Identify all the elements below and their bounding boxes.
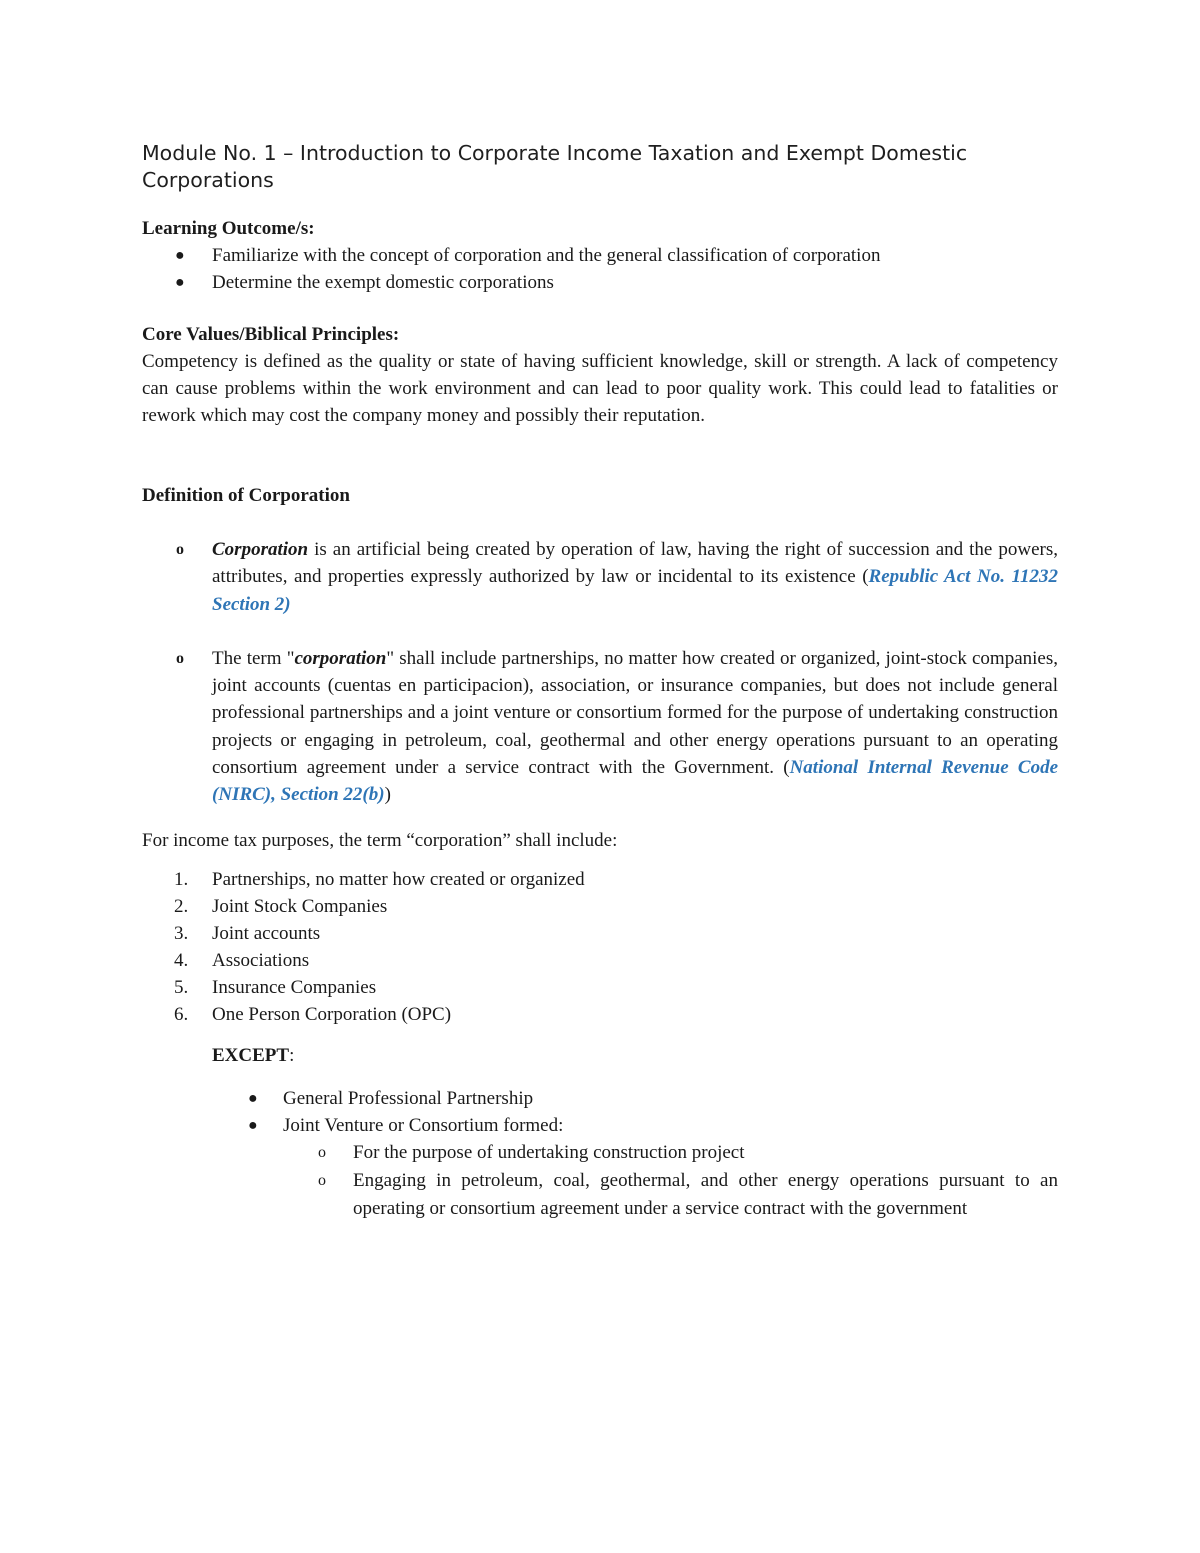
bullet-icon: ● xyxy=(248,1089,258,1107)
list-item-text: One Person Corporation (OPC) xyxy=(212,1003,452,1025)
list-number: 1. xyxy=(174,868,189,890)
definition-heading: Definition of Corporation xyxy=(142,485,350,506)
circle-bullet-icon: o xyxy=(318,1143,326,1161)
learning-outcome-text: Familiarize with the concept of corporation and the general classification of corporation xyxy=(212,245,881,266)
document-page xyxy=(142,140,1058,1223)
except-label-text: EXCEPT xyxy=(212,1044,290,1066)
bullet-icon: ● xyxy=(175,274,185,291)
except-item-text: General Professional Partnership xyxy=(283,1087,534,1109)
list-item xyxy=(283,1139,1058,1167)
list-item xyxy=(142,920,1058,947)
list-number: 4. xyxy=(174,949,189,971)
definition-end: ) xyxy=(384,784,391,806)
core-values-heading: Core Values/Biblical Principles: xyxy=(142,324,400,345)
list-number: 2. xyxy=(174,895,189,917)
list-item xyxy=(142,974,1058,1001)
definition-term: Corporation xyxy=(212,539,309,560)
definition-item xyxy=(142,536,1058,618)
reference-citation: Republic Act No. 11232 Section 2) xyxy=(212,566,1058,615)
list-item xyxy=(142,893,1058,920)
list-item xyxy=(142,947,1058,974)
definition-list xyxy=(142,536,1058,809)
learning-outcome-text: Determine the exempt domestic corporations xyxy=(212,272,554,293)
except-sub-list xyxy=(283,1139,1058,1223)
circle-bullet-icon: o xyxy=(176,541,184,558)
except-block xyxy=(142,1042,1058,1223)
definition-text: " shall include partnerships, no matter how created or organized, joint-stock companies, joint accounts (cuentas en participacion), association, or insurance companies, but does not include general professional partnerships and a joint venture or consortium formed for the purpose of undertaking construction projects or engaging in petroleum, coal, geothermal and other energy operations pursuant to an operating consortium agreement under a service contract with the Government. ( xyxy=(212,647,1058,779)
list-item xyxy=(142,242,1058,269)
except-list xyxy=(212,1085,1058,1223)
core-values-paragraph: Competency is defined as the quality or state of having sufficient knowledge, skill or strength. A lack of competency can cause problems within the work environment and can lead to poor quality work. This could lead to fatalities or rework which may cost the company money and possibly their reputation. xyxy=(142,351,1058,426)
list-item-text: Associations xyxy=(212,949,310,971)
except-item-text: Joint Venture or Consortium formed: xyxy=(283,1114,564,1136)
except-colon: : xyxy=(289,1044,295,1066)
list-item-text: Joint Stock Companies xyxy=(212,895,388,917)
list-item xyxy=(142,866,1058,893)
learning-outcomes-heading: Learning Outcome/s: xyxy=(142,218,315,239)
income-tax-intro: For income tax purposes, the term “corporation” shall include: xyxy=(142,829,618,851)
bullet-icon: ● xyxy=(175,247,185,264)
list-item xyxy=(212,1112,1058,1223)
definition-text: is an artificial being created by operation of law, having the right of succession and the powers, attributes, and properties expressly authorized by law or incidental to its existence ( xyxy=(212,539,1058,588)
except-sub-item-text: Engaging in petroleum, coal, geothermal, and other energy operations pursuant to an operating or consortium agreement under a service contract with the government xyxy=(353,1169,1058,1219)
definition-term: corporation xyxy=(294,647,387,669)
circle-bullet-icon: o xyxy=(176,649,184,667)
list-item xyxy=(142,1001,1058,1028)
except-sub-item-text: For the purpose of undertaking construction project xyxy=(353,1141,745,1163)
list-item-text: Insurance Companies xyxy=(212,976,377,998)
list-item-text: Joint accounts xyxy=(212,922,321,944)
bullet-icon: ● xyxy=(248,1116,258,1134)
list-number: 6. xyxy=(174,1003,189,1025)
definition-item xyxy=(142,645,1058,809)
circle-bullet-icon: o xyxy=(318,1171,326,1189)
corporation-types-list xyxy=(142,866,1058,1028)
list-number: 3. xyxy=(174,922,189,944)
list-number: 5. xyxy=(174,976,189,998)
learning-outcomes-list xyxy=(142,242,1058,296)
list-item xyxy=(212,1085,1058,1112)
module-title: Module No. 1 – Introduction to Corporate Income Taxation and Exempt Domestic Corporations xyxy=(142,141,968,192)
list-item-text: Partnerships, no matter how created or organized xyxy=(212,868,585,890)
list-item xyxy=(283,1167,1058,1223)
list-item xyxy=(142,269,1058,296)
reference-citation: National Internal Revenue Code (NIRC), Section 22(b) xyxy=(212,757,1059,806)
definition-pre: The term " xyxy=(212,647,295,669)
except-label xyxy=(212,1042,1058,1069)
